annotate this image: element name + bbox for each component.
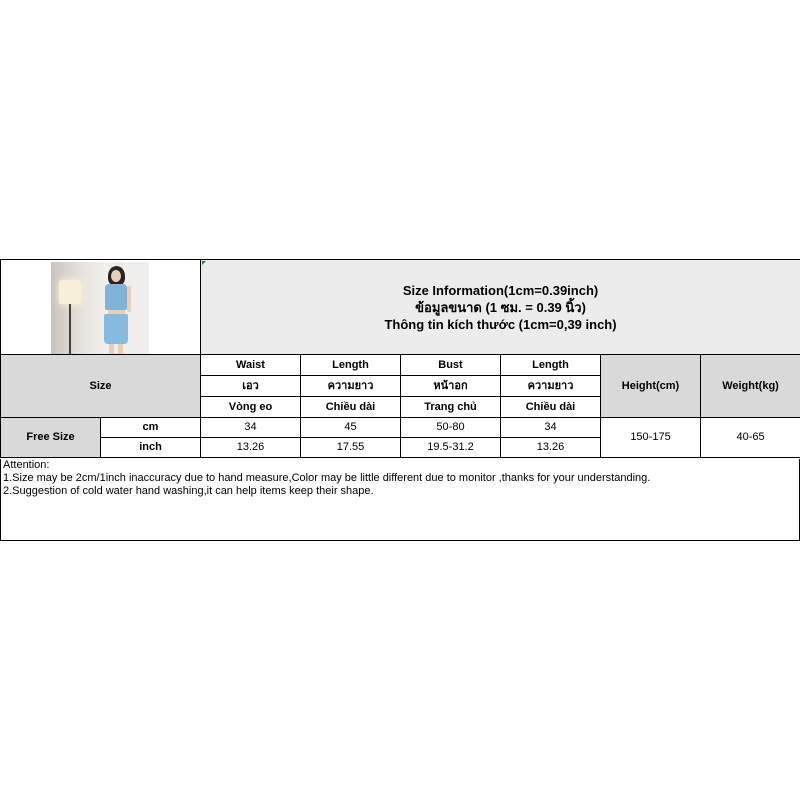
col-header-waist: Waist [201, 355, 301, 376]
col-header-length: Length [301, 355, 401, 376]
size-name: Free Size [1, 418, 101, 458]
size-chart [0, 259, 800, 541]
unit-inch: inch [101, 438, 201, 458]
col-header-weight: Weight(kg) [701, 355, 800, 418]
unit-cm: cm [101, 418, 201, 438]
notes-heading: Attention: [3, 459, 50, 471]
col-header-length-2-thai: ความยาว [501, 376, 601, 397]
height-value: 150-175 [601, 418, 701, 458]
size-header: Size [1, 355, 201, 418]
col-header-length-2-vi: Chiều dài [501, 397, 601, 418]
notes-line-1: 1.Size may be 2cm/1inch inaccuracy due to hand measure,Color may be little different due to monitor ,thanks for your understanding. [3, 472, 651, 484]
table-cell: 17.55 [301, 438, 401, 458]
cell-comment-marker [202, 261, 206, 265]
table-cell: 34 [201, 418, 301, 438]
title-english: Size Information(1cm=0.39inch) [402, 282, 599, 298]
col-header-bust: Bust [401, 355, 501, 376]
title-vietnamese: Thông tin kích thước (1cm=0,39 inch) [384, 316, 617, 332]
table-cell: 13.26 [201, 438, 301, 458]
size-table [0, 259, 800, 458]
col-header-length-thai: ความยาว [301, 376, 401, 397]
table-cell: 34 [501, 418, 601, 438]
table-cell: 45 [301, 418, 401, 438]
product-photo-cell [1, 260, 201, 355]
col-header-bust-thai: หน้าอก [401, 376, 501, 397]
col-header-height: Height(cm) [601, 355, 701, 418]
product-photo [51, 262, 149, 354]
attention-notes [0, 459, 800, 541]
col-header-length-2: Length [501, 355, 601, 376]
title-thai: ข้อมูลขนาด (1 ซม. = 0.39 นิ้ว) [415, 299, 586, 315]
col-header-length-vi: Chiều dài [301, 397, 401, 418]
col-header-waist-thai: เอว [201, 376, 301, 397]
table-cell: 13.26 [501, 438, 601, 458]
col-header-waist-vi: Vòng eo [201, 397, 301, 418]
notes-line-2: 2.Suggestion of cold water hand washing,it can help items keep their shape. [3, 485, 374, 497]
table-cell: 50-80 [401, 418, 501, 438]
size-info-title [201, 260, 800, 355]
table-cell: 19.5-31.2 [401, 438, 501, 458]
col-header-bust-vi: Trang chủ [401, 397, 501, 418]
weight-value: 40-65 [701, 418, 800, 458]
